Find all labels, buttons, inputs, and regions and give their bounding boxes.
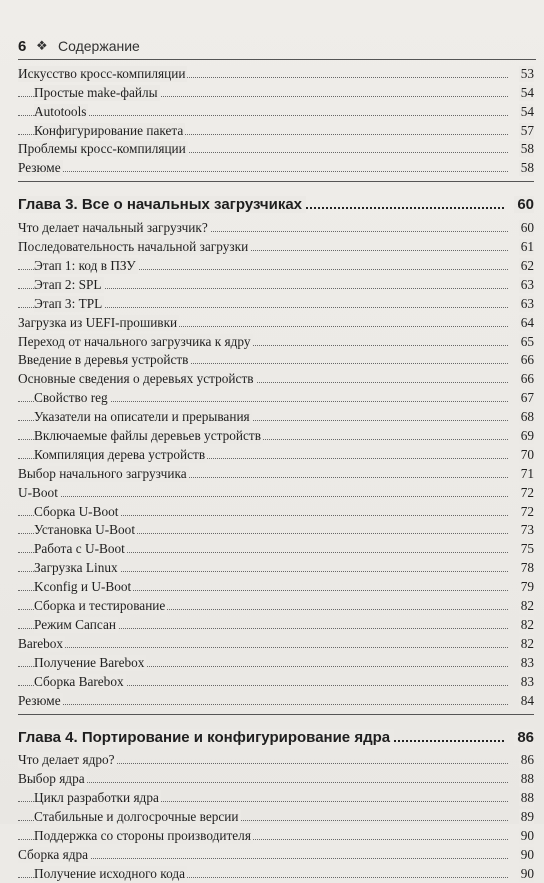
- entry-page: 83: [520, 673, 534, 689]
- entry-title: Autotools: [34, 103, 87, 119]
- toc-subentry[interactable]: [18, 102, 534, 121]
- entry-title: Поддержка со стороны производителя: [34, 827, 251, 843]
- toc-entry[interactable]: [18, 313, 534, 332]
- toc-subentry[interactable]: [18, 577, 534, 596]
- chapter-page: 86: [514, 729, 534, 746]
- entry-page: 53: [520, 65, 534, 81]
- entry-title: Сборка U-Boot: [34, 503, 119, 519]
- entry-page: 63: [520, 276, 534, 292]
- toc-subentry[interactable]: [18, 426, 534, 445]
- dot-leader: [18, 782, 508, 783]
- entry-page: 61: [520, 239, 534, 255]
- entry-title: Цикл разработки ядра: [34, 790, 159, 806]
- entry-page: 75: [520, 541, 534, 557]
- entry-title: Этап 1: код в ПЗУ: [34, 258, 136, 274]
- entry-page: 72: [520, 503, 534, 519]
- entry-page: 70: [520, 446, 534, 462]
- entry-title: Режим Сапсан: [34, 616, 116, 632]
- entry-title: Что делает начальный загрузчик?: [18, 220, 208, 236]
- entry-page: 54: [520, 84, 534, 100]
- toc-subentry[interactable]: [18, 521, 534, 540]
- entry-page: 54: [520, 103, 534, 119]
- entry-page: 63: [520, 295, 534, 311]
- entry-title: Свойство reg: [34, 390, 108, 406]
- entry-title: Этап 3: TPL: [34, 295, 103, 311]
- entry-title: U-Boot: [18, 484, 58, 500]
- toc-subentry[interactable]: [18, 807, 534, 826]
- toc-subentry[interactable]: [18, 275, 534, 294]
- entry-page: 86: [520, 752, 534, 768]
- toc-entry[interactable]: [18, 691, 534, 710]
- entry-title: Сборка и тестирование: [34, 598, 166, 614]
- dot-leader: [18, 704, 508, 705]
- toc-subentry[interactable]: [18, 83, 534, 102]
- toc-subentry[interactable]: [18, 788, 534, 807]
- toc-subentry[interactable]: [18, 388, 534, 407]
- entry-page: 58: [520, 160, 534, 176]
- chapter-heading[interactable]: [18, 717, 534, 751]
- entry-page: 58: [520, 141, 534, 157]
- toc-subentry[interactable]: [18, 672, 534, 691]
- entry-title: Резюме: [18, 160, 61, 176]
- entry-page: 62: [520, 258, 534, 274]
- toc-subentry[interactable]: [18, 121, 534, 140]
- toc-entry[interactable]: [18, 351, 534, 370]
- entry-title: Что делает ядро?: [18, 752, 115, 768]
- entry-page: 73: [520, 522, 534, 538]
- entry-title: Выбор начального загрузчика: [18, 465, 187, 481]
- toc-subentry[interactable]: [18, 407, 534, 426]
- entry-page: 66: [520, 371, 534, 387]
- dot-leader: [18, 496, 508, 497]
- entry-page: 84: [520, 692, 534, 708]
- entry-page: 72: [520, 484, 534, 500]
- entry-title: Этап 2: SPL: [34, 276, 102, 292]
- entry-title: Проблемы кросс-компиляции: [18, 141, 186, 157]
- entry-title: Сборка ядра: [18, 846, 89, 862]
- chapter-title: Глава 3. Все о начальных загрузчиках: [18, 196, 306, 213]
- toc-entry[interactable]: [18, 751, 534, 770]
- entry-page: 78: [520, 560, 534, 576]
- entry-title: Получение исходного кода: [34, 865, 185, 881]
- entry-title: Kconfig и U-Boot: [34, 579, 132, 595]
- entry-page: 82: [520, 635, 534, 651]
- entry-title: Barebox: [18, 635, 64, 651]
- entry-page: 66: [520, 352, 534, 368]
- entry-title: Искусство кросс-компиляции: [18, 65, 186, 81]
- entry-title: Конфигурирование пакета: [34, 122, 184, 138]
- dot-leader: [18, 115, 508, 116]
- toc-subentry[interactable]: [18, 596, 534, 615]
- entry-title: Загрузка из UEFI-прошивки: [18, 314, 178, 330]
- chapter-rule: [18, 714, 534, 715]
- entry-title: Получение Barebox: [34, 654, 145, 670]
- entry-title: Последовательность начальной загрузки: [18, 239, 249, 255]
- toc-subentry[interactable]: [18, 256, 534, 275]
- entry-page: 83: [520, 654, 534, 670]
- toc-entry[interactable]: [18, 218, 534, 237]
- header-rule: [18, 59, 536, 60]
- entry-page: 60: [520, 220, 534, 236]
- toc-entry[interactable]: [18, 483, 534, 502]
- diamond-ornament-icon: ❖: [36, 38, 48, 53]
- toc-entry[interactable]: [18, 158, 534, 177]
- entry-page: 69: [520, 428, 534, 444]
- entry-title: Стабильные и долгосрочные версии: [34, 809, 239, 825]
- chapter-title: Глава 4. Портирование и конфигурирование ядра: [18, 729, 394, 746]
- entry-page: 90: [520, 846, 534, 862]
- entry-page: 57: [520, 122, 534, 138]
- entry-title: Выбор ядра: [18, 771, 85, 787]
- entry-title: Сборка Barebox: [34, 673, 124, 689]
- dot-leader: [18, 858, 508, 859]
- entry-page: 82: [520, 616, 534, 632]
- toc-subentry[interactable]: [18, 539, 534, 558]
- entry-page: 68: [520, 409, 534, 425]
- toc-subentry[interactable]: [18, 864, 534, 883]
- chapter-heading[interactable]: [18, 184, 534, 218]
- toc-entry[interactable]: [18, 369, 534, 388]
- toc-subentry[interactable]: [18, 558, 534, 577]
- entry-title: Загрузка Linux: [34, 560, 118, 576]
- entry-page: 65: [520, 333, 534, 349]
- toc-entry[interactable]: [18, 845, 534, 864]
- toc-entry[interactable]: [18, 464, 534, 483]
- toc-entry[interactable]: [18, 140, 534, 159]
- entry-title: Переход от начального загрузчика к ядру: [18, 333, 251, 349]
- dot-leader: [18, 171, 508, 172]
- header-title: Содержание: [58, 38, 140, 54]
- entry-title: Основные сведения о деревьях устройств: [18, 371, 254, 387]
- entry-page: 82: [520, 598, 534, 614]
- toc-subentry[interactable]: [18, 294, 534, 313]
- entry-title: Указатели на описатели и прерывания: [34, 409, 250, 425]
- toc-subentry[interactable]: [18, 445, 534, 464]
- entry-page: 88: [520, 790, 534, 806]
- running-header: [18, 36, 534, 56]
- toc-subentry[interactable]: [18, 653, 534, 672]
- chapter-page: 60: [514, 196, 534, 213]
- entry-title: Работа с U-Boot: [34, 541, 125, 557]
- toc-entry[interactable]: [18, 332, 534, 351]
- toc-subentry[interactable]: [18, 502, 534, 521]
- page-number: 6: [18, 37, 27, 55]
- table-of-contents: [18, 64, 534, 883]
- toc-entry[interactable]: [18, 769, 534, 788]
- entry-page: 88: [520, 771, 534, 787]
- entry-title: Компиляция дерева устройств: [34, 446, 206, 462]
- entry-title: Введение в деревья устройств: [18, 352, 189, 368]
- toc-entry[interactable]: [18, 237, 534, 256]
- chapter-rule: [18, 181, 534, 182]
- entry-page: 79: [520, 579, 534, 595]
- toc-entry[interactable]: [18, 64, 534, 83]
- entry-title: Включаемые файлы деревьев устройств: [34, 428, 261, 444]
- entry-page: 90: [520, 827, 534, 843]
- entry-title: Простые make-файлы: [34, 84, 158, 100]
- entry-page: 67: [520, 390, 534, 406]
- entry-page: 90: [520, 865, 534, 881]
- entry-title: Установка U-Boot: [34, 522, 136, 538]
- entry-page: 89: [520, 809, 534, 825]
- dot-leader: [18, 647, 508, 648]
- toc-subentry[interactable]: [18, 826, 534, 845]
- entry-page: 64: [520, 314, 534, 330]
- toc-subentry[interactable]: [18, 615, 534, 634]
- entry-page: 71: [520, 465, 534, 481]
- toc-entry[interactable]: [18, 634, 534, 653]
- entry-title: Резюме: [18, 692, 61, 708]
